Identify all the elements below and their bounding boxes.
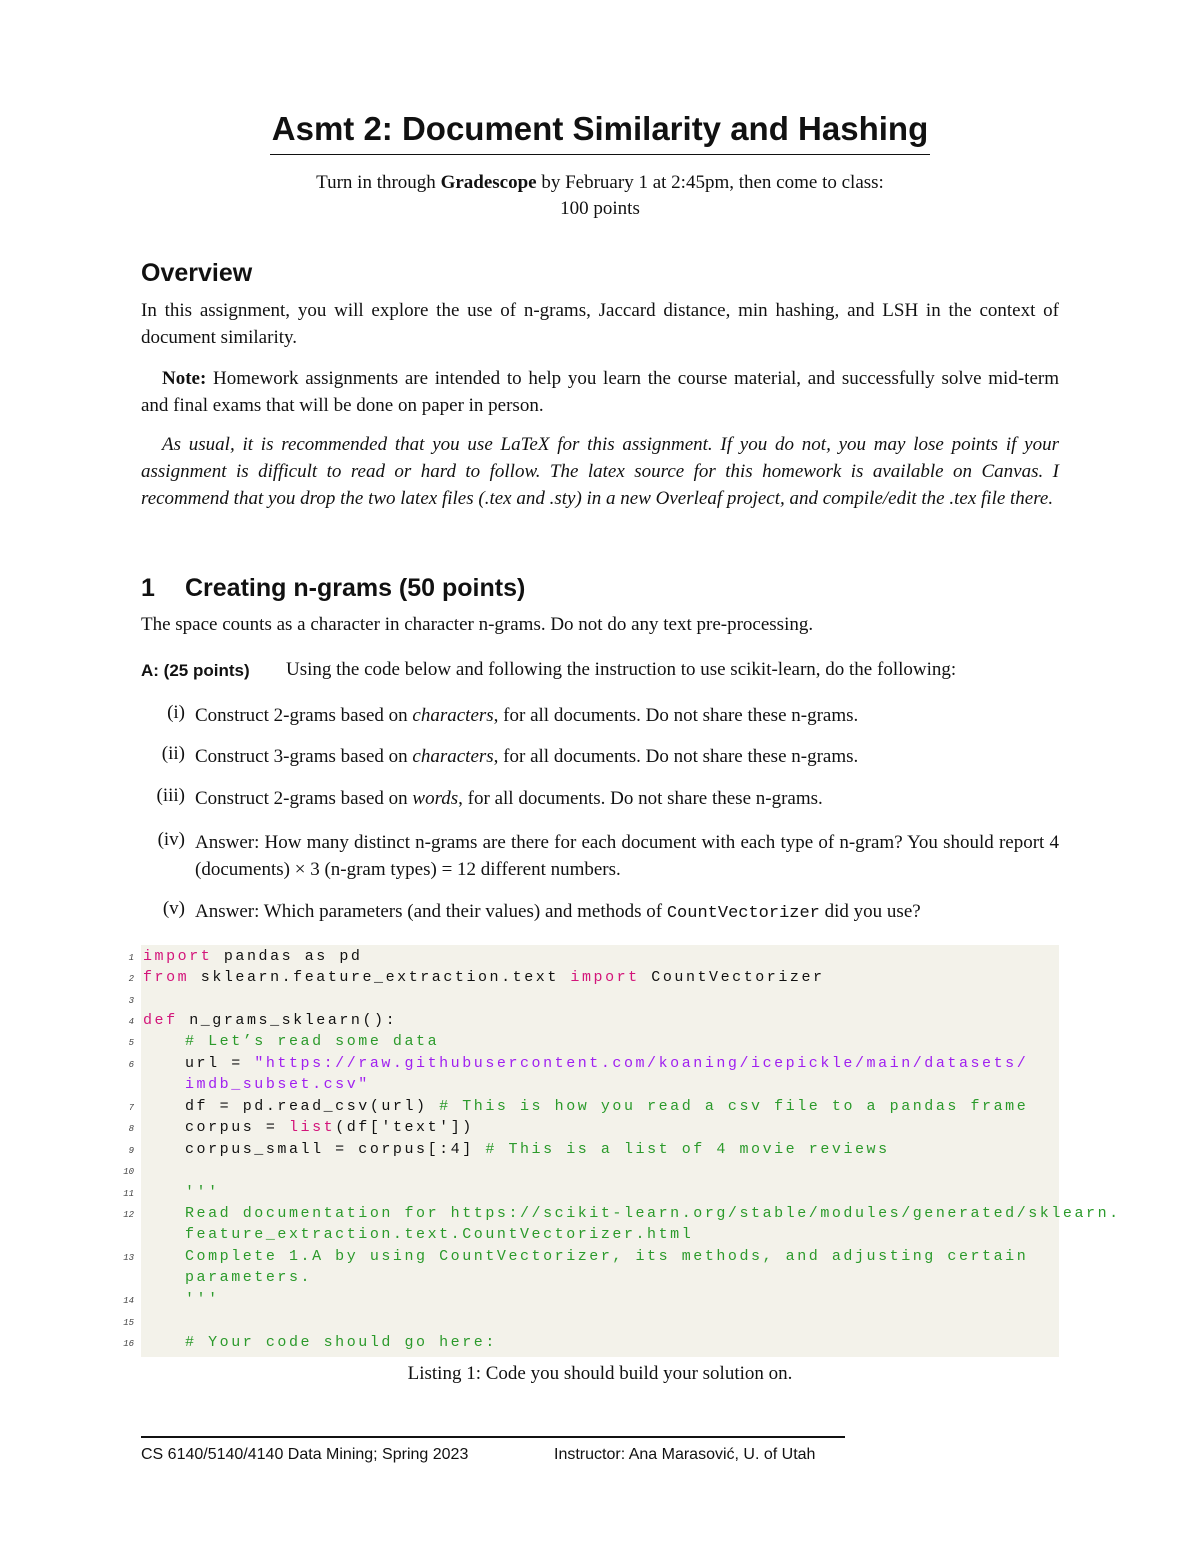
title-text: Asmt 2: Document Similarity and Hashing (270, 110, 930, 155)
latex-paragraph: As usual, it is recommended that you use LaTeX for this assignment. If you do not, you may lose points if your assignment is difficult to read or hard to follow. The latex source for this homework is available on Canvas. I recommend that you drop the two latex files (.tex and .sty) in a new Overleaf project, and compile/edit the .tex file there. (141, 434, 1059, 509)
code-line: imdb_subset.csv" (185, 1076, 370, 1093)
footer-course: CS 6140/5140/4140 Data Mining; Spring 2023 (141, 1446, 469, 1463)
code-line: import pandas as pd (143, 948, 363, 965)
line-number: 11 (123, 1189, 134, 1199)
item-text: Answer: Which parameters (and their values) and methods of CountVectorizer did you use? (195, 901, 921, 923)
line-number: 9 (128, 1146, 134, 1156)
note-paragraph (141, 365, 1059, 419)
item-label: (i) (167, 702, 185, 723)
line-number: 6 (128, 1060, 134, 1070)
line-number: 4 (128, 1017, 134, 1027)
total-points: 100 points (560, 198, 640, 219)
line-number: 7 (128, 1103, 134, 1113)
code-line: corpus = list(df['text']) (185, 1119, 474, 1136)
section-heading: Creating n-grams (50 points) (185, 574, 526, 602)
code-line: url = "https://raw.githubusercontent.com/koaning/icepickle/main/datasets/ (185, 1055, 1029, 1072)
item-label: (iii) (156, 785, 185, 806)
item-text: Construct 2-grams based on characters, for all documents. Do not share these n-grams. (195, 705, 859, 726)
submission-prefix: Turn in through (316, 172, 441, 193)
code-line: ''' (185, 1291, 220, 1308)
document-title (0, 110, 1200, 155)
code-line: Read documentation for https://scikit-learn.org/stable/modules/generated/sklearn. (185, 1205, 1121, 1222)
item-label: (v) (162, 898, 185, 919)
line-number: 2 (128, 974, 134, 984)
code-line: # Let’s read some data (185, 1033, 440, 1050)
code-line: ''' (185, 1184, 220, 1201)
item-label: (ii) (161, 743, 185, 764)
submission-suffix: by February 1 at 2:45pm, then come to class: (536, 172, 884, 193)
code-line: # Your code should go here: (185, 1334, 497, 1351)
footer-instructor: Instructor: Ana Marasović, U. of Utah (554, 1446, 816, 1463)
item-label: (iv) (157, 829, 185, 850)
section-number: 1 (141, 574, 155, 602)
line-number: 15 (123, 1318, 134, 1328)
footer-rule (141, 1436, 845, 1438)
code-line: from sklearn.feature_extraction.text import CountVectorizer (143, 969, 825, 986)
overview-heading: Overview (141, 259, 253, 287)
note-text: Homework assignments are intended to help you learn the course material, and successfully solve mid-term and final exams that will be done on paper in person. (141, 368, 1059, 416)
section-intro: The space counts as a character in character n-grams. Do not do any text pre-processing. (141, 614, 814, 635)
code-line: feature_extraction.text.CountVectorizer.html (185, 1226, 694, 1243)
listing-label: Listing 1: (407, 1363, 481, 1384)
gradescope-label: Gradescope (440, 172, 537, 193)
line-number: 16 (123, 1339, 134, 1349)
line-number: 13 (123, 1253, 134, 1263)
listing-caption-text: Code you should build your solution on. (480, 1363, 793, 1384)
code-line: Complete 1.A by using CountVectorizer, its methods, and adjusting certain (185, 1248, 1029, 1265)
item-text: Construct 3-grams based on characters, for all documents. Do not share these n-grams. (195, 746, 859, 767)
code-line: parameters. (185, 1269, 313, 1286)
line-number: 14 (123, 1296, 134, 1306)
line-number: 5 (128, 1038, 134, 1048)
part-a-label: A: (25 points) (141, 661, 250, 680)
code-line: corpus_small = corpus[:4] # This is a list of 4 movie reviews (185, 1141, 890, 1158)
line-number: 10 (123, 1167, 134, 1177)
item-text: Answer: How many distinct n-grams are there for each document with each type of n-gram? You should report 4 (documents) × 3 (n-gram types) = 12 different numbers. (195, 832, 1059, 880)
line-number: 3 (128, 996, 134, 1006)
code-line: df = pd.read_csv(url) # This is how you read a csv file to a pandas frame (185, 1098, 1029, 1115)
note-label: Note: (162, 368, 207, 389)
line-number: 12 (123, 1210, 134, 1220)
overview-text: In this assignment, you will explore the use of n-grams, Jaccard distance, min hashing, and LSH in the context of document similarity. (141, 300, 1059, 348)
part-a-text: Using the code below and following the instruction to use scikit-learn, do the following: (286, 659, 957, 680)
listing-caption (0, 1363, 1200, 1385)
submission-info (0, 172, 1200, 194)
line-number: 1 (128, 953, 134, 963)
item-text: Construct 2-grams based on words, for all documents. Do not share these n-grams. (195, 788, 823, 809)
code-line: def n_grams_sklearn(): (143, 1012, 398, 1029)
line-number: 8 (128, 1124, 134, 1134)
